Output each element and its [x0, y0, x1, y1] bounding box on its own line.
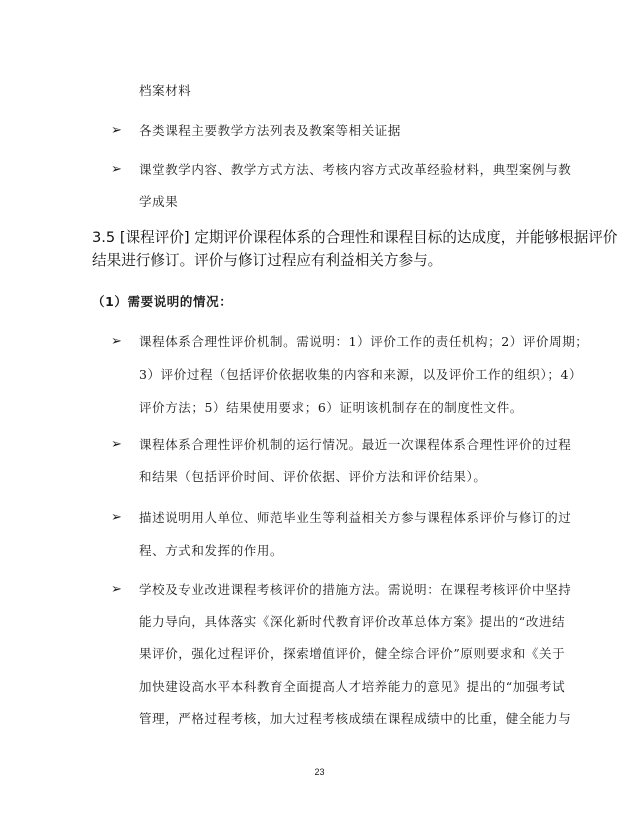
text-line: 档案材料	[139, 83, 192, 98]
bullet-text: 课程体系合理性评价机制的运行情况。最近一次课程体系合理性评价的过程	[139, 437, 572, 452]
subsection-title: （1）需要说明的情况：	[92, 294, 233, 309]
bullet-text: 各类课程主要教学方法列表及教案等相关证据	[139, 123, 402, 138]
bullet-text: 能力导向，具体落实《深化新时代教育评价改革总体方案》提出的“改进结	[139, 614, 566, 629]
bullet-text: 学成果	[139, 194, 179, 209]
bullet-arrow-icon: ➢	[111, 510, 122, 525]
bullet-arrow-icon: ➢	[111, 123, 122, 138]
bullet-text: 学校及专业改进课程考核评价的措施方法。需说明：在课程考核评价中坚持	[139, 582, 572, 597]
bullet-text: 加快建设高水平本科教育全面提高人才培养能力的意见》提出的“加强考试	[139, 679, 566, 694]
bullet-arrow-icon: ➢	[111, 437, 122, 452]
bullet-arrow-icon: ➢	[111, 582, 122, 597]
bullet-text: 评价方法；5）结果使用要求；6）证明该机制存在的制度性文件。	[139, 400, 523, 415]
bullet-arrow-icon: ➢	[111, 334, 122, 349]
bullet-text: 果评价，强化过程评价，探索增值评价，健全综合评价”原则要求和《关于	[139, 646, 566, 661]
page-number: 23	[314, 767, 325, 777]
section-heading: 3.5 [课程评价] 定期评价课程体系的合理性和课程目标的达成度，并能够根据评价	[92, 229, 618, 246]
bullet-text: 程、方式和发挥的作用。	[139, 543, 284, 558]
bullet-text: 管理，严格过程考核，加大过程考核成绩在课程成绩中的比重，健全能力与	[139, 711, 572, 726]
section-heading: 结果进行修订。评价与修订过程应有利益相关方参与。	[92, 252, 443, 269]
bullet-text: 和结果（包括评价时间、评价依据、评价方法和评价结果）。	[139, 469, 487, 484]
bullet-text: 描述说明用人单位、师范毕业生等利益相关方参与课程体系评价与修订的过	[139, 510, 572, 525]
bullet-text: 课程体系合理性评价机制。需说明：1）评价工作的责任机构；2）评价周期；	[139, 334, 589, 349]
bullet-text: 课堂教学内容、教学方式方法、考核内容方式改革经验材料，典型案例与教	[139, 162, 572, 177]
bullet-arrow-icon: ➢	[111, 162, 122, 177]
bullet-text: 3）评价过程（包括评价依据收集的内容和来源，以及评价工作的组织）；4）	[139, 367, 583, 382]
